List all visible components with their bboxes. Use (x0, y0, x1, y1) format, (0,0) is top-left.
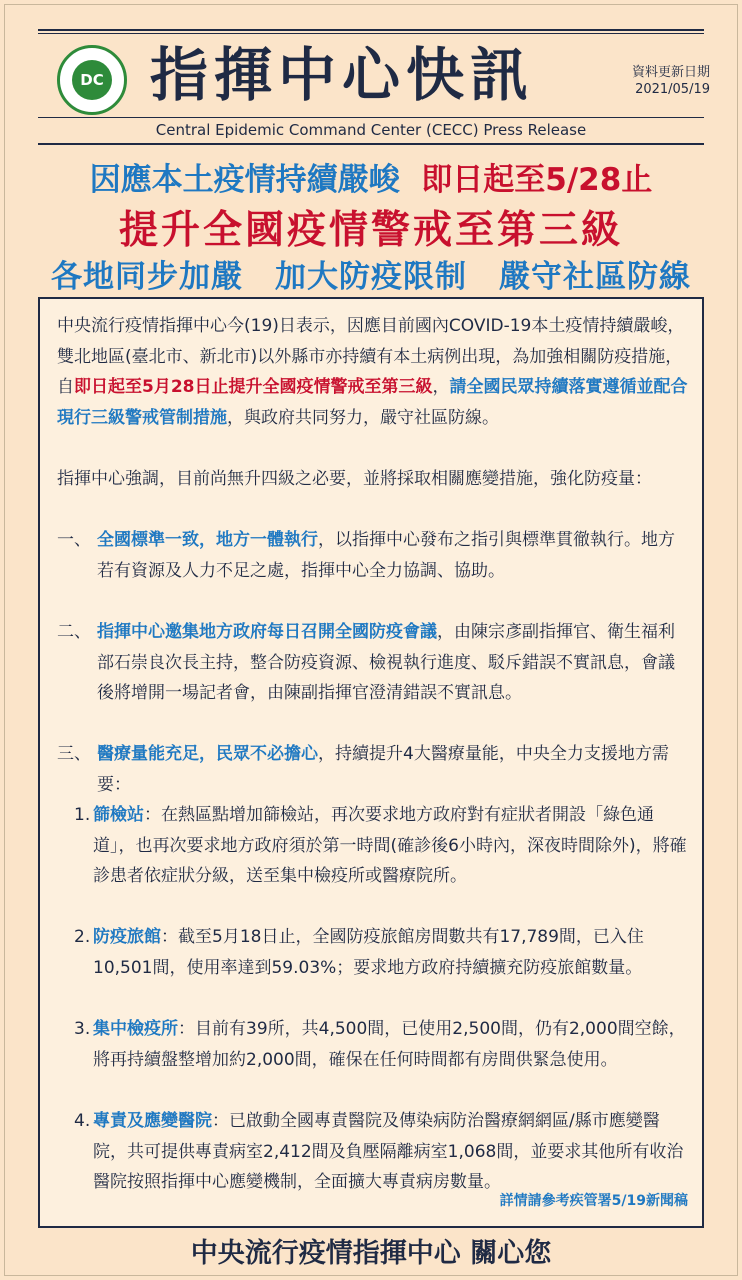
list-item-3-number: 三、 (57, 744, 91, 764)
subitem-4-text: ：已啟動全國專責醫院及傳染病防治醫療網網區/縣市應變醫院，共可提供專責病室2,412間及負壓隔離病室1,068間，並要求其他所有收治醫院按照指揮中心應變機制，全面擴大專責病房數量。 (93, 1111, 684, 1192)
list-item-1-number: 一、 (57, 530, 91, 550)
headline-line1-red: 即日起至5/28止 (421, 162, 653, 198)
subitem-3-highlight: 集中檢疫所 (93, 1019, 178, 1039)
headline-line3: 各地同步加嚴 加大防疫限制 嚴守社區防線 (51, 259, 691, 295)
header-rule-top-thin (38, 33, 704, 34)
subitem-1 (93, 800, 689, 892)
subitem-2-highlight: 防疫旅館 (93, 927, 161, 947)
update-date: 2021/05/19 (635, 82, 710, 97)
intro-highlight-blue: 請全國民眾持續落實遵循並配合現行三級警戒管制措施 (57, 377, 688, 428)
header-rule-mid (38, 117, 704, 118)
page-title: 指揮中心快訊 (150, 41, 535, 109)
list-item-2-number: 二、 (57, 622, 91, 642)
list-item-3-highlight: 醫療量能充足，民眾不必擔心 (97, 744, 318, 764)
content-box (38, 297, 704, 1228)
list-item-3-text: ，持續提升4大醫療量能，中央全力支援地方需要： (97, 744, 669, 795)
header-rule-bottom (38, 143, 704, 145)
footer-text: 中央流行疫情指揮中心 關心您 (190, 1238, 552, 1269)
list-item-1-highlight: 全國標準一致，地方一體執行 (97, 530, 318, 550)
cdc-logo (57, 45, 127, 115)
intro-text-c: ，與政府共同努力，嚴守社區防線。 (227, 407, 499, 428)
header-rule-top (38, 29, 704, 31)
list-item-2-highlight: 指揮中心邀集地方政府每日召開全國防疫會議 (97, 622, 437, 642)
list-item-1 (97, 525, 689, 586)
subitem-1-highlight: 篩檢站 (93, 805, 144, 825)
subitem-2 (93, 922, 689, 983)
reference-note: 詳情請參考疾管署5/19新聞稿 (499, 1193, 688, 1209)
subitem-1-number: 1. (74, 805, 91, 825)
subitem-4-highlight: 專責及應變醫院 (93, 1111, 212, 1131)
subitem-4-number: 4. (74, 1111, 91, 1131)
headline-line1-blue: 因應本土疫情持續嚴峻 (89, 162, 400, 198)
paragraph-intro (57, 311, 689, 433)
subitem-3-number: 3. (74, 1019, 91, 1039)
update-info (600, 64, 710, 98)
intro-text-a: 中央流行疫情指揮中心今(19)日表示，因應目前國內COVID-19本土疫情持續嚴峻，雙北地區(臺北市、新北市)以外縣市亦持續有本土病例出現，為加強相關防疫措施，自 (57, 316, 685, 397)
intro-highlight-red: 即日起至5月28日止提升全國疫情警戒至第三級 (74, 377, 433, 397)
headline-line2: 提升全國疫情警戒至第三級 (118, 208, 623, 253)
update-label: 資料更新日期 (631, 65, 710, 80)
subitem-3 (93, 1014, 689, 1075)
cdc-logo-mark: DC (72, 60, 112, 100)
subitem-1-text: ：在熱區點增加篩檢站，再次要求地方政府對有症狀者開設「綠色通道」，也再次要求地方政府須於第一時間(確診後6小時內，深夜時間除外)，將確診患者依症狀分級，送至集中檢疫所或醫療院所。 (93, 805, 687, 886)
subitem-2-text: ：截至5月18日止，全國防疫旅館房間數共有17,789間，已入住10,501間，使用率達到59.03%；要求地方政府持續擴充防疫旅館數量。 (93, 927, 644, 978)
subitem-4 (93, 1106, 689, 1198)
subitem-2-number: 2. (74, 927, 91, 947)
intro-text-b: ， (432, 377, 450, 397)
headline-line1 (38, 158, 704, 202)
list-item-2 (97, 617, 689, 709)
paragraph-emphasis: 指揮中心強調，目前尚無升四級之必要，並將採取相關應變措施，強化防疫量： (57, 469, 652, 489)
list-item-1-text: ，以指揮中心發布之指引與標準貫徹執行。地方若有資源及人力不足之處，指揮中心全力協調、協助。 (97, 530, 675, 581)
subitem-3-text: ：目前有39所，共4,500間，已使用2,500間，仍有2,000間空餘，將再持續盤整增加約2,000間，確保在任何時間都有房間供緊急使用。 (93, 1019, 686, 1070)
list-item-3 (97, 739, 689, 800)
list-item-2-text: ，由陳宗彥副指揮官、衛生福利部石崇良次長主持，整合防疫資源、檢視執行進度、駁斥錯誤不實訊息，會議後將增開一場記者會，由陳副指揮官澄清錯誤不實訊息。 (97, 622, 675, 703)
subtitle-en: Central Epidemic Command Center (CECC) Press Release (155, 121, 587, 139)
